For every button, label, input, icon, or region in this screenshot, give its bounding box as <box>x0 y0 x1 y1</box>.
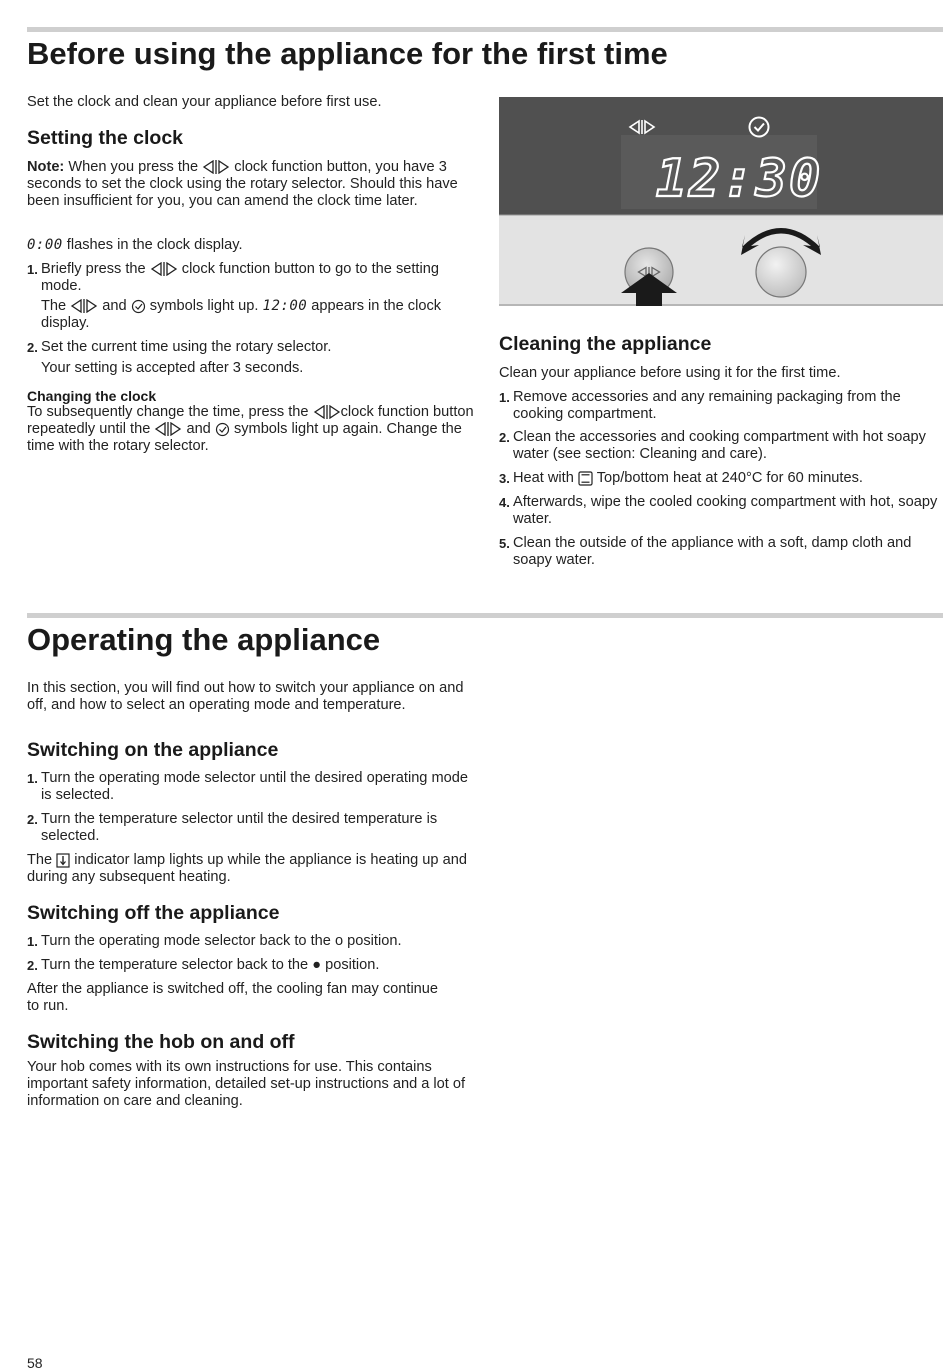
changing-clock-text: To subsequently change the time, press the clock function button repeatedly until the and symbols light up again. Change the time with the rotary selector. <box>27 404 474 454</box>
clock-digits: 12:30 <box>655 149 823 209</box>
list-item: 2. Clean the accessories and cooking compartment with hot soapy water (see section: Cleaning and care). <box>499 429 926 462</box>
clock-icon <box>131 299 146 314</box>
clock-function-icon <box>313 405 341 419</box>
top-bottom-heat-icon <box>578 471 593 486</box>
lower-panel <box>499 215 943 306</box>
list-item: 5. Clean the outside of the appliance with a soft, damp cloth and soapy water. <box>499 535 912 568</box>
clock-function-icon <box>154 422 182 436</box>
flash-line: 0:00 flashes in the clock display. <box>27 237 243 253</box>
note-label: Note: <box>27 159 65 175</box>
list-item: 2. Set the current time using the rotary selector. <box>27 339 332 355</box>
page-number: 58 <box>27 1355 43 1371</box>
switch-on-heading: Switching on the appliance <box>27 739 279 761</box>
list-item: 1. Turn the operating mode selector back to the o position. <box>27 933 402 949</box>
section-intro: Set the clock and clean your appliance before first use. <box>27 94 382 110</box>
section-rule <box>27 613 943 618</box>
list-item: 1. Turn the operating mode selector until the desired operating mode is selected. <box>27 770 468 803</box>
list-item: 2. Turn the temperature selector back to the ● position. <box>27 957 380 973</box>
setting-clock-heading: Setting the clock <box>27 127 184 149</box>
control-panel-illustration <box>499 97 943 306</box>
clock-icon <box>215 422 230 437</box>
off-position-symbol: o <box>334 933 344 949</box>
list-item: 1. Briefly press the clock function button to go to the setting mode. <box>27 261 439 294</box>
cleaning-heading: Cleaning the appliance <box>499 333 712 355</box>
clock-function-icon <box>150 262 178 276</box>
list-item-sub: The and symbols light up. 12:00 appears in the clock display. <box>41 298 442 331</box>
list-item: 2. Turn the temperature selector until the desired temperature is selected. <box>27 811 438 844</box>
hob-heading: Switching the hob on and off <box>27 1031 295 1053</box>
section-intro: In this section, you will find out how to switch your appliance on and off, and how to select an operating mode and temperature. <box>27 680 464 713</box>
control-panel-svg <box>499 97 943 306</box>
clock-function-icon <box>202 160 230 174</box>
cooling-fan-text: After the appliance is switched off, the cooling fan may continue to run. <box>27 981 439 1014</box>
list-item-sub: Your setting is accepted after 3 seconds. <box>41 360 304 376</box>
section-rule <box>27 27 943 32</box>
clock-display-value: 0:00 <box>27 237 63 253</box>
cleaning-intro: Clean your appliance before using it for the first time. <box>499 365 841 381</box>
indicator-lamp-text: The indicator lamp lights up while the appliance is heating up and during any subsequent heating. <box>27 852 467 885</box>
switch-off-heading: Switching off the appliance <box>27 902 280 924</box>
list-item: 4. Afterwards, wipe the cooled cooking compartment with hot, soapy water. <box>499 494 938 527</box>
list-item: 3. Heat with Top/bottom heat at 240°C for 60 minutes. <box>499 470 863 486</box>
heating-indicator-icon <box>56 853 70 868</box>
page-title: Before using the appliance for the first time <box>27 36 668 71</box>
clock-function-icon <box>70 299 98 313</box>
section-title: Operating the appliance <box>27 622 381 657</box>
list-item: 1. Remove accessories and any remaining packaging from the cooking compartment. <box>499 389 901 422</box>
clock-display-value: 12:00 <box>262 298 308 314</box>
changing-clock-heading: Changing the clock <box>27 388 157 404</box>
setting-clock-note: Note: When you press the clock function button, you have 3 seconds to set the clock using the rotary selector. Should this have been insufficient for you, you can amend the clock time later. <box>27 159 458 209</box>
hob-text: Your hob comes with its own instructions for use. This contains important safety information, detailed set-up instructions and a lot of information on care and cleaning. <box>27 1059 466 1109</box>
rotary-selector-knob <box>756 247 806 297</box>
off-position-symbol: ● <box>312 957 322 973</box>
